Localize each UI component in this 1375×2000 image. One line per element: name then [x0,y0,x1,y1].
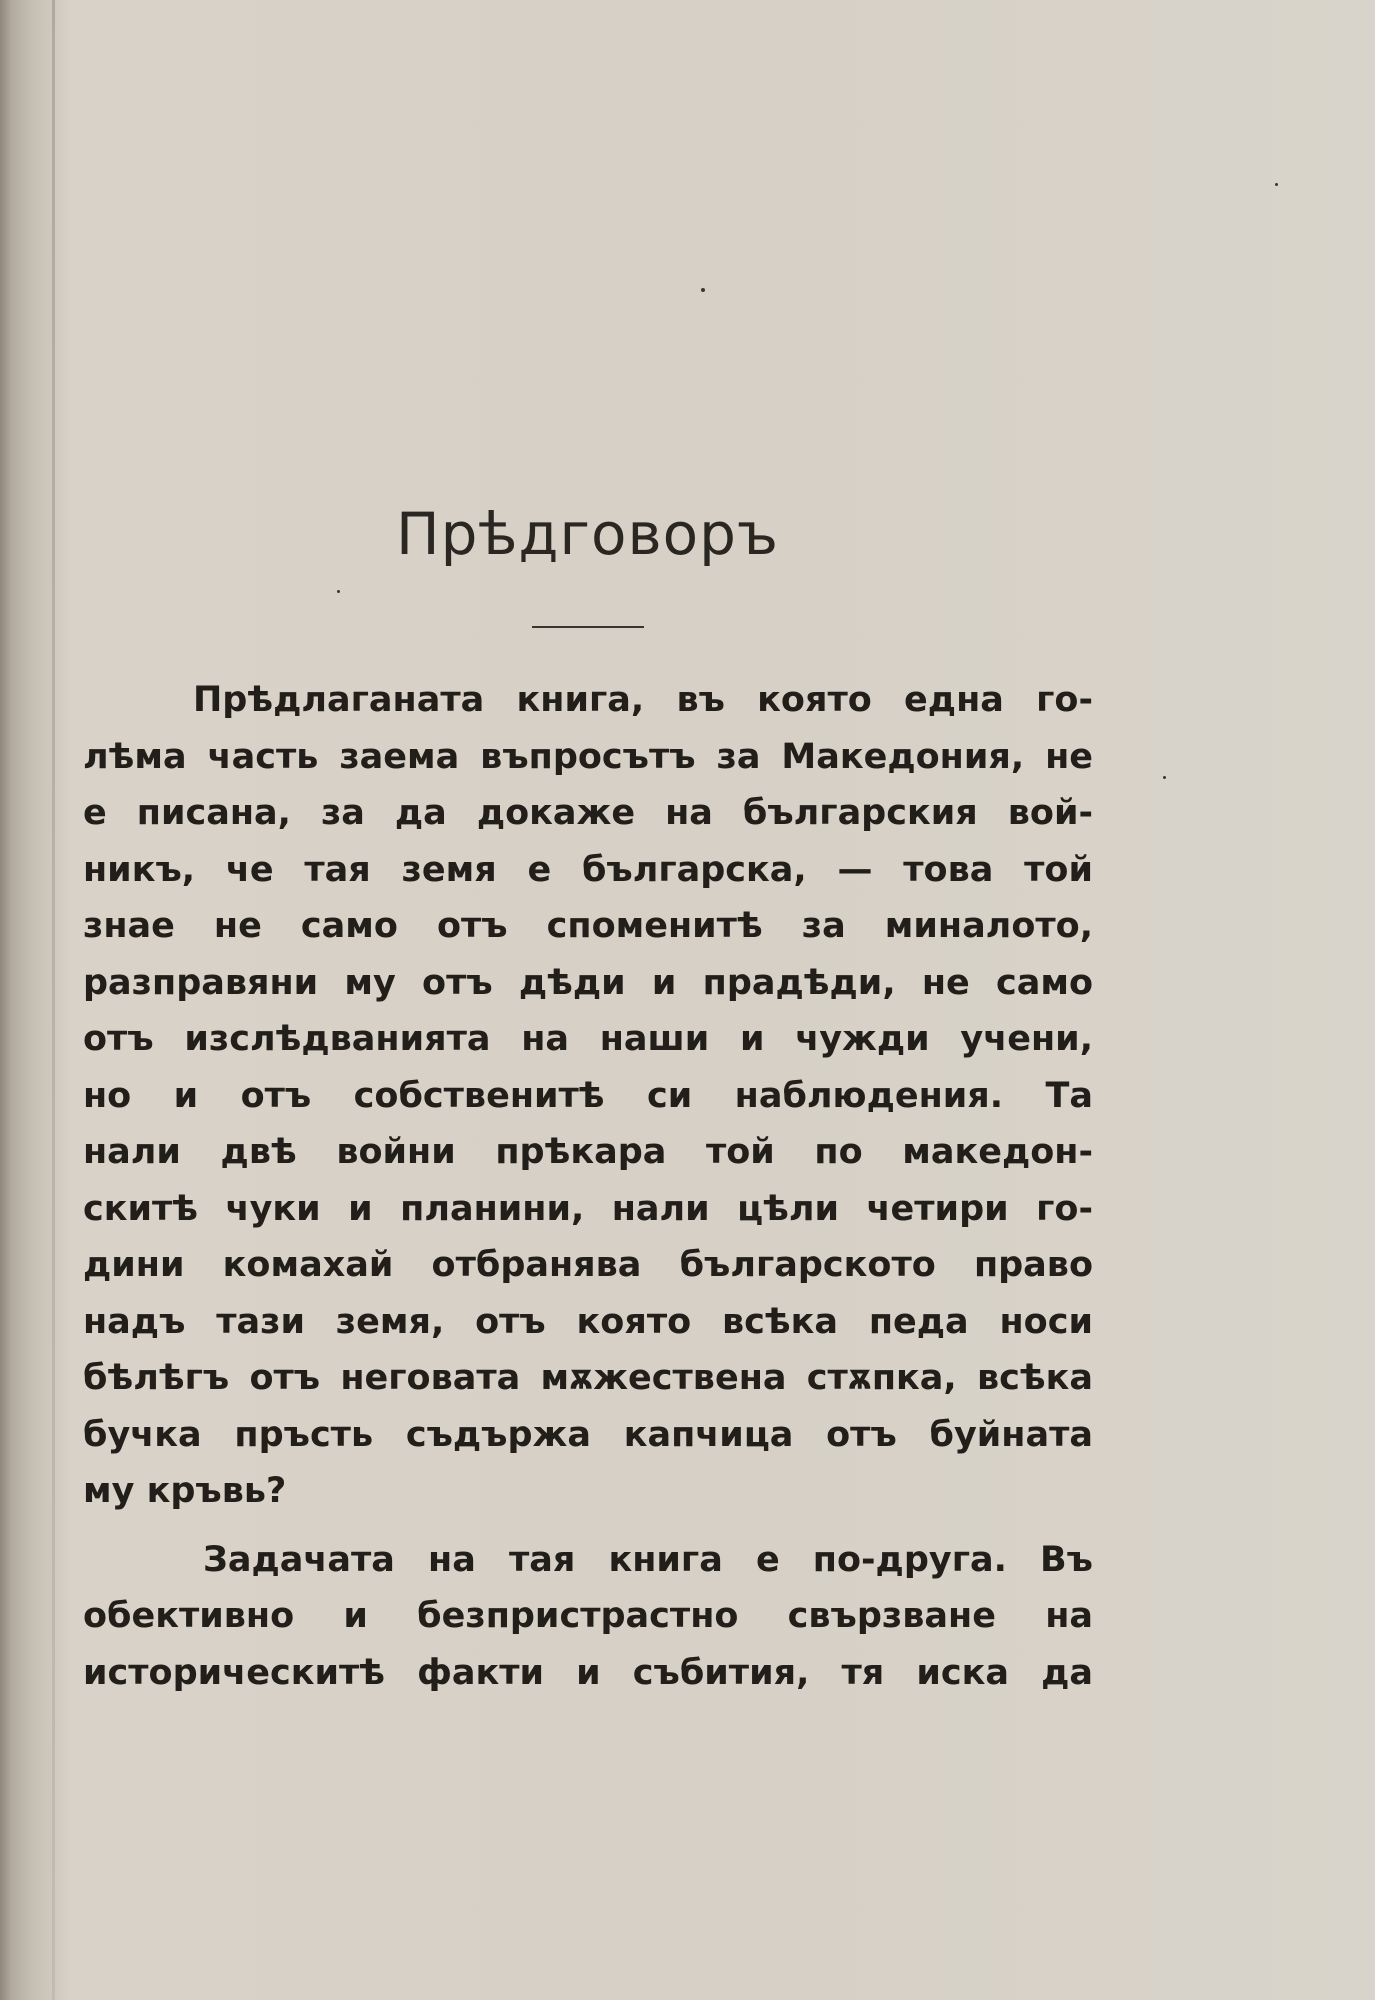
ink-speck [1163,776,1166,779]
page-title: Прѣдговоръ [396,500,779,568]
text-line: обективно и безпристрастно свързване на [83,1596,1093,1636]
text-line: бучка пръсть съдържа капчица отъ буйната [83,1414,1093,1455]
text-line: Задачата на тая книга е по-друга. Въ [203,1539,1093,1580]
text-line: бѣлѣгъ отъ неговата мѫжествена стѫпка, всѣка [83,1358,1093,1398]
text-line: нали двѣ войни прѣкара той по македон- [83,1132,1093,1172]
text-line: но и отъ собственитѣ си наблюдения. Та [83,1075,1093,1116]
text-line: историческитѣ факти и събития, тя иска да [83,1652,1093,1693]
text-line: лѣма часть заема въпросътъ за Македония, не [83,736,1093,777]
text-line: разправяни му отъ дѣди и прадѣди, не само [83,962,1093,1003]
page-edge [52,0,55,2000]
text-line: му кръвь? [83,1471,287,1511]
text-line: е писана, за да докаже на българския вой- [83,793,1093,833]
text-line: отъ изслѣдванията на наши и чужди учени, [83,1019,1093,1059]
title-divider [532,626,644,628]
ink-speck [337,590,340,593]
text-line: надъ тази земя, отъ която всѣка педа носи [83,1301,1093,1342]
body-text [83,672,1093,1701]
text-line: знае не само отъ споменитѣ за миналото, [83,906,1093,946]
binding-gutter [0,0,70,2000]
text-line: никъ, че тая земя е българска, — това той [83,849,1093,890]
ink-speck [1275,183,1278,186]
ink-speck [701,288,705,292]
text-line: дини комахай отбранява българското право [83,1245,1093,1285]
text-line: скитѣ чуки и планини, нали цѣли четири го- [83,1188,1093,1229]
text-line: Прѣдлаганата книга, въ която една го- [193,680,1093,720]
